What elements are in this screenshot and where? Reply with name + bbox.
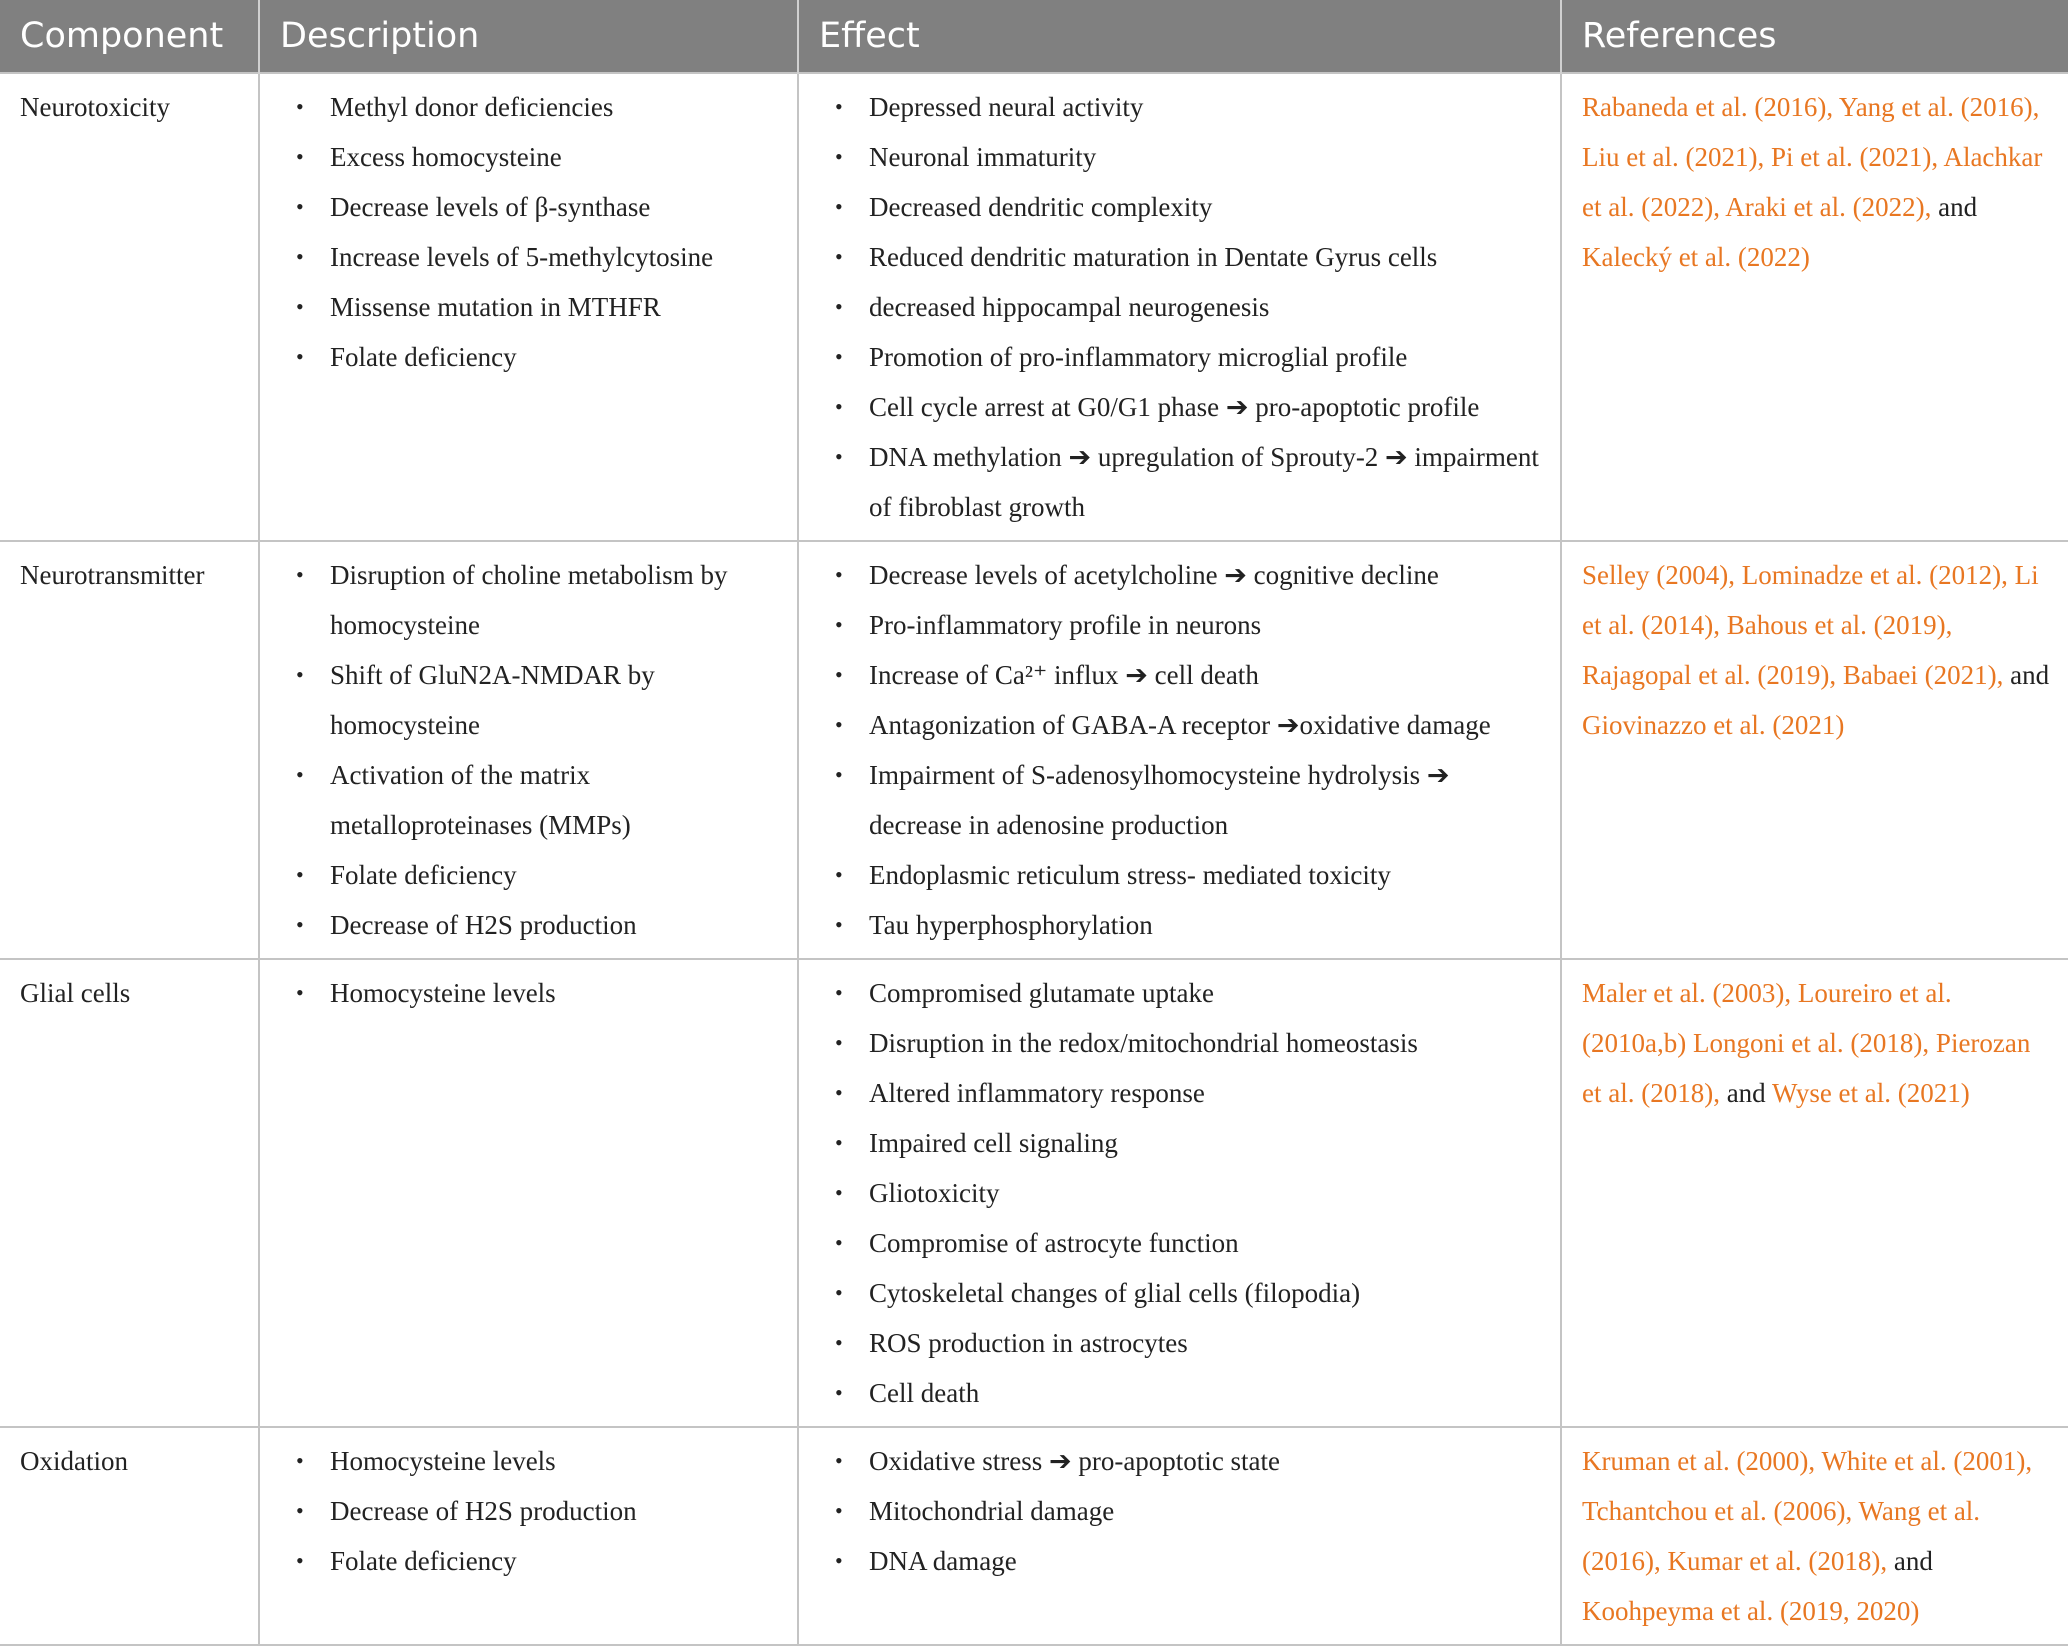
references-text <box>1582 550 2054 750</box>
list-item: • Increase of Ca²⁺ influx ➔ cell death <box>819 650 1546 700</box>
list-item: • Folate deficiency <box>280 1536 783 1586</box>
list-item: • Homocysteine levels <box>280 1436 783 1486</box>
reference-link[interactable]: Loureiro et al. (2010a,b) <box>1582 978 1952 1058</box>
description-list <box>280 82 783 382</box>
list-item: • Cytoskeletal changes of glial cells (filopodia) <box>819 1268 1546 1318</box>
reference-link[interactable]: White et al. (2001), <box>1821 1446 2033 1476</box>
effect-cell <box>798 73 1561 541</box>
component-cell <box>0 541 259 959</box>
effect-list <box>819 550 1546 950</box>
description-list <box>280 550 783 950</box>
description-cell <box>259 73 798 541</box>
reference-link[interactable]: Giovinazzo et al. (2021) <box>1582 710 1845 740</box>
list-item: • Increase levels of 5-methylcytosine <box>280 232 783 282</box>
reference-link[interactable]: Alachkar et al. (2022), <box>1582 142 2043 222</box>
list-item: • Compromised glutamate uptake <box>819 968 1546 1018</box>
table-row <box>0 73 2068 541</box>
reference-link[interactable]: Kumar et al. (2018), <box>1667 1546 1888 1576</box>
description-list <box>280 968 783 1018</box>
description-cell <box>259 1427 798 1645</box>
component-name: Neurotoxicity <box>20 92 170 122</box>
list-item: • Neuronal immaturity <box>819 132 1546 182</box>
list-item: • Cell cycle arrest at G0/G1 phase ➔ pro-apoptotic profile <box>819 382 1546 432</box>
list-item: • Impaired cell signaling <box>819 1118 1546 1168</box>
header-references: References <box>1561 0 2068 73</box>
effect-cell <box>798 959 1561 1427</box>
list-item: • Impairment of S-adenosylhomocysteine hydrolysis ➔ decrease in adenosine production <box>819 750 1546 850</box>
list-item: • Oxidative stress ➔ pro-apoptotic state <box>819 1436 1546 1486</box>
reference-link[interactable]: Rajagopal et al. (2019), <box>1582 660 1837 690</box>
table-row <box>0 959 2068 1427</box>
list-item: • Cell death <box>819 1368 1546 1418</box>
reference-link[interactable]: Koohpeyma et al. (2019, 2020) <box>1582 1596 1920 1626</box>
list-item: • Folate deficiency <box>280 332 783 382</box>
list-item: • Shift of GluN2A-NMDAR by homocysteine <box>280 650 783 750</box>
list-item: • DNA methylation ➔ upregulation of Sprouty-2 ➔ impairment of fibroblast growth <box>819 432 1546 532</box>
list-item: • Pro-inflammatory profile in neurons <box>819 600 1546 650</box>
list-item: • Decreased dendritic complexity <box>819 182 1546 232</box>
list-item: • Excess homocysteine <box>280 132 783 182</box>
component-cell <box>0 959 259 1427</box>
reference-link[interactable]: Wyse et al. (2021) <box>1771 1078 1970 1108</box>
description-cell <box>259 541 798 959</box>
reference-joiner: and <box>2010 660 2050 690</box>
header-description: Description <box>259 0 798 73</box>
reference-link[interactable]: Selley (2004), <box>1582 560 1735 590</box>
list-item: • Decrease of H2S production <box>280 900 783 950</box>
references-text <box>1582 968 2054 1118</box>
reference-link[interactable]: Tchantchou et al. (2006), <box>1582 1496 1853 1526</box>
reference-link[interactable]: Kruman et al. (2000), <box>1582 1446 1816 1476</box>
references-text <box>1582 1436 2054 1636</box>
list-item: • Homocysteine levels <box>280 968 783 1018</box>
list-item: • Missense mutation in MTHFR <box>280 282 783 332</box>
header-row <box>0 0 2068 73</box>
list-item: • Folate deficiency <box>280 850 783 900</box>
effect-list <box>819 968 1546 1418</box>
references-text <box>1582 82 2054 282</box>
table-row <box>0 1427 2068 1645</box>
references-cell <box>1561 73 2068 541</box>
list-item: • Tau hyperphosphorylation <box>819 900 1546 950</box>
references-cell <box>1561 959 2068 1427</box>
list-item: • Disruption of choline metabolism by homocysteine <box>280 550 783 650</box>
effect-list <box>819 82 1546 532</box>
component-name: Oxidation <box>20 1446 128 1476</box>
component-name: Glial cells <box>20 978 131 1008</box>
table-body <box>0 73 2068 1645</box>
reference-link[interactable]: Bahous et al. (2019), <box>1726 610 1953 640</box>
reference-link[interactable]: Longoni et al. (2018), <box>1692 1028 1930 1058</box>
reference-link[interactable]: Pi et al. (2021), <box>1770 142 1939 172</box>
list-item: • Mitochondrial damage <box>819 1486 1546 1536</box>
list-item: • Compromise of astrocyte function <box>819 1218 1546 1268</box>
effect-cell <box>798 541 1561 959</box>
list-item: • Antagonization of GABA-A receptor ➔oxidative damage <box>819 700 1546 750</box>
description-list <box>280 1436 783 1586</box>
component-name: Neurotransmitter <box>20 560 205 590</box>
list-item: • Methyl donor deficiencies <box>280 82 783 132</box>
list-item: • Endoplasmic reticulum stress- mediated toxicity <box>819 850 1546 900</box>
list-item: • decreased hippocampal neurogenesis <box>819 282 1546 332</box>
reference-link[interactable]: Maler et al. (2003), <box>1582 978 1792 1008</box>
reference-joiner: and <box>1893 1546 1933 1576</box>
reference-link[interactable]: Yang et al. (2016), <box>1838 92 2040 122</box>
reference-link[interactable]: Lominadze et al. (2012), <box>1741 560 2008 590</box>
references-cell <box>1561 541 2068 959</box>
list-item: • ROS production in astrocytes <box>819 1318 1546 1368</box>
list-item: • Decrease levels of β-synthase <box>280 182 783 232</box>
component-cell <box>0 73 259 541</box>
list-item: • DNA damage <box>819 1536 1546 1586</box>
reference-joiner: and <box>1726 1078 1766 1108</box>
list-item: • Decrease levels of acetylcholine ➔ cognitive decline <box>819 550 1546 600</box>
list-item: • Gliotoxicity <box>819 1168 1546 1218</box>
effect-list <box>819 1436 1546 1586</box>
reference-joiner: and <box>1938 192 1978 222</box>
list-item: • Reduced dendritic maturation in Dentate Gyrus cells <box>819 232 1546 282</box>
header-component: Component <box>0 0 259 73</box>
list-item: • Decrease of H2S production <box>280 1486 783 1536</box>
list-item: • Altered inflammatory response <box>819 1068 1546 1118</box>
reference-link[interactable]: Araki et al. (2022), <box>1725 192 1932 222</box>
reference-link[interactable]: Pierozan et al. (2018), <box>1582 1028 2031 1108</box>
reference-link[interactable]: Li et al. (2014), <box>1582 560 2039 640</box>
header-effect: Effect <box>798 0 1561 73</box>
effect-cell <box>798 1427 1561 1645</box>
table-row <box>0 541 2068 959</box>
reference-link[interactable]: Rabaneda et al. (2016), <box>1582 92 1834 122</box>
references-cell <box>1561 1427 2068 1645</box>
component-cell <box>0 1427 259 1645</box>
description-cell <box>259 959 798 1427</box>
reference-link[interactable]: Kalecký et al. (2022) <box>1582 242 1810 272</box>
list-item: • Activation of the matrix metalloproteinases (MMPs) <box>280 750 783 850</box>
reference-link[interactable]: Babaei (2021), <box>1842 660 2004 690</box>
list-item: • Depressed neural activity <box>819 82 1546 132</box>
reference-link[interactable]: Liu et al. (2021), <box>1582 142 1765 172</box>
list-item: • Disruption in the redox/mitochondrial homeostasis <box>819 1018 1546 1068</box>
reference-link[interactable]: Wang et al. (2016), <box>1582 1496 1981 1576</box>
list-item: • Promotion of pro-inflammatory microglial profile <box>819 332 1546 382</box>
